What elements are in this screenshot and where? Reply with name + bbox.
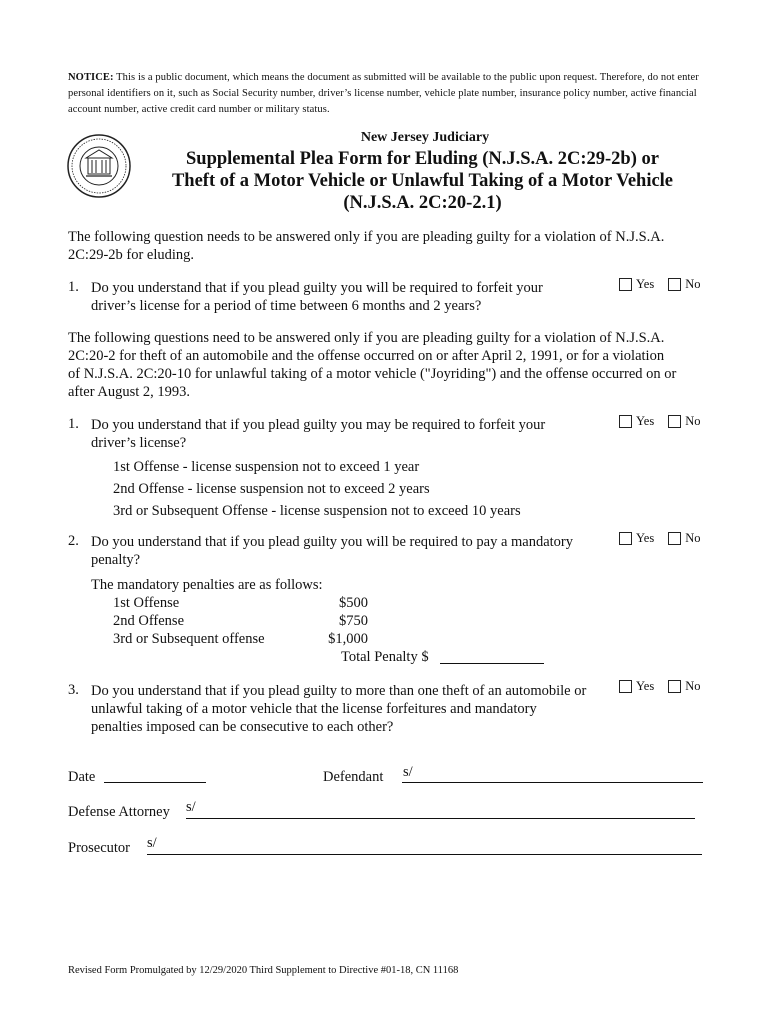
section2-intro-line: The following questions need to be answered only if you are pleading guilty for a violation of N.J.S.A. — [68, 330, 665, 346]
signature-prefix: s/ — [186, 799, 196, 815]
s2q2-no-checkbox[interactable] — [668, 532, 681, 545]
yes-label: Yes — [636, 531, 655, 545]
s2q1-yes-option[interactable] — [619, 414, 654, 429]
date-field[interactable] — [104, 765, 206, 783]
section1-intro-line: 2C:29-2b for eluding. — [68, 247, 195, 263]
notice — [68, 70, 708, 118]
offense-item: 3rd or Subsequent Offense - license suspension not to exceed 10 years — [113, 503, 521, 519]
penalty-label: 1st Offense — [113, 595, 180, 611]
question-number: 1. — [68, 279, 79, 295]
question-line: Do you understand that if you plead guilty you may be required to forfeit your — [91, 417, 546, 433]
yes-label: Yes — [636, 277, 655, 291]
notice-text: This is a public document, which means the document as submitted will be available to the public upon request. Therefore, do not enter personal identifiers on it, such as Social Security number, driver’s license number, vehicle plate number, insurance policy number, active financial account number, active credit card number or military status. — [68, 72, 699, 115]
s1q1-yes-option[interactable] — [619, 277, 654, 292]
penalty-amount: $750 — [339, 613, 368, 629]
s2q1-answer — [619, 414, 700, 433]
question-number: 3. — [68, 682, 79, 698]
signature-prefix: s/ — [147, 835, 157, 851]
s2q2-yes-checkbox[interactable] — [619, 532, 632, 545]
offense-item: 1st Offense - license suspension not to exceed 1 year — [113, 459, 420, 475]
form-title-line: Supplemental Plea Form for Eluding (N.J.S.A. 2C:29-2b) or — [186, 149, 659, 169]
penalty-amount: $1,000 — [328, 631, 368, 647]
form-footer: Revised Form Promulgated by 12/29/2020 Third Supplement to Directive #01-18, CN 11168 — [68, 965, 459, 976]
question-number: 1. — [68, 416, 79, 432]
s1q1-no-checkbox[interactable] — [668, 278, 681, 291]
date-label: Date — [68, 769, 96, 785]
s2q2-yes-option[interactable] — [619, 531, 654, 546]
question-line: penalty? — [91, 552, 141, 568]
section2-question-2 — [91, 533, 573, 569]
total-penalty-label: Total Penalty $ — [341, 649, 429, 665]
s2q1-yes-checkbox[interactable] — [619, 415, 632, 428]
prosecutor-label: Prosecutor — [68, 840, 131, 856]
section1-intro — [68, 228, 664, 264]
prosecutor-signature-field[interactable] — [147, 836, 702, 855]
question-number: 2. — [68, 533, 79, 549]
penalty-label: 2nd Offense — [113, 613, 185, 629]
question-line: Do you understand that if you plead guilty you will be required to forfeit your — [91, 280, 543, 296]
s2q1-no-checkbox[interactable] — [668, 415, 681, 428]
no-label: No — [685, 679, 701, 693]
form-title-line: (N.J.S.A. 2C:20-2.1) — [343, 193, 502, 213]
penalties-intro: The mandatory penalties are as follows: — [91, 577, 323, 593]
section2-intro-line: of N.J.S.A. 2C:20-10 for unlawful taking of a motor vehicle ("Joyriding") and the offense occurred on or — [68, 366, 677, 382]
s2q3-no-checkbox[interactable] — [668, 680, 681, 693]
s2q1-no-option[interactable] — [668, 414, 700, 429]
agency-name: New Jersey Judiciary — [360, 130, 490, 145]
s1q1-no-option[interactable] — [668, 277, 700, 292]
s2q3-yes-option[interactable] — [619, 679, 654, 694]
yes-label: Yes — [636, 414, 655, 428]
offense-item: 2nd Offense - license suspension not to exceed 2 years — [113, 481, 430, 497]
judiciary-seal-icon — [66, 133, 132, 199]
yes-label: Yes — [636, 679, 655, 693]
no-label: No — [685, 531, 701, 545]
s2q3-no-option[interactable] — [668, 679, 700, 694]
signature-prefix: s/ — [403, 764, 413, 780]
question-line: unlawful taking of a motor vehicle that the license forfeitures and mandatory — [91, 701, 537, 717]
question-line: driver’s license for a period of time between 6 months and 2 years? — [91, 298, 482, 314]
notice-label: NOTICE: — [68, 72, 114, 83]
section1-question-1 — [91, 279, 543, 315]
offense-list — [113, 456, 521, 522]
section2-intro — [68, 329, 676, 401]
defendant-signature-field[interactable] — [402, 765, 703, 783]
s2q3-yes-checkbox[interactable] — [619, 680, 632, 693]
s1q1-yes-checkbox[interactable] — [619, 278, 632, 291]
s1q1-answer — [619, 277, 700, 296]
defendant-label: Defendant — [323, 769, 384, 785]
section2-intro-line: 2C:20-2 for theft of an automobile and the offense occurred on or after April 2, 1991, or for a violation — [68, 348, 665, 364]
no-label: No — [685, 414, 701, 428]
question-line: penalties imposed can be consecutive to each other? — [91, 719, 394, 735]
defense-attorney-signature-field[interactable] — [186, 800, 695, 819]
question-line: Do you understand that if you plead guilty to more than one theft of an automobile or — [91, 683, 587, 699]
s2q3-answer — [619, 679, 700, 698]
section2-question-3 — [91, 682, 586, 736]
s2q2-answer — [619, 531, 700, 550]
question-line: driver’s license? — [91, 435, 187, 451]
total-penalty-field[interactable] — [440, 646, 544, 664]
section2-question-1 — [91, 416, 545, 452]
form-title — [150, 148, 695, 214]
question-line: Do you understand that if you plead guilty you will be required to pay a mandatory — [91, 534, 574, 550]
s2q2-no-option[interactable] — [668, 531, 700, 546]
form-title-line: Theft of a Motor Vehicle or Unlawful Taking of a Motor Vehicle — [171, 171, 674, 191]
no-label: No — [685, 277, 701, 291]
penalty-amount: $500 — [339, 595, 368, 611]
section1-intro-line: The following question needs to be answered only if you are pleading guilty for a violation of N.J.S.A. — [68, 229, 665, 245]
section2-intro-line: after August 2, 1993. — [68, 384, 191, 400]
defense-attorney-label: Defense Attorney — [68, 804, 170, 820]
penalty-label: 3rd or Subsequent offense — [113, 631, 265, 647]
